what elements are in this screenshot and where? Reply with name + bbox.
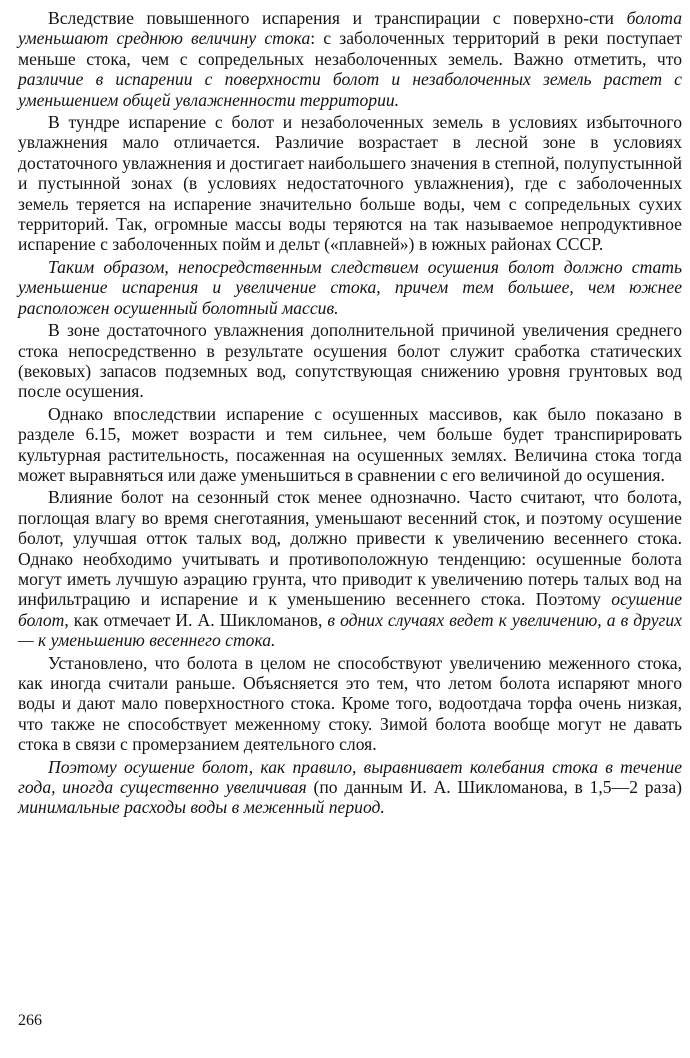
- text-segment-italic: в одних случаях ведет к увеличению, а в других — к уменьшению весеннего стока.: [18, 609, 682, 651]
- text-segment-italic: различие в испарении с поверхности болот и незаболоченных земель растет с уменьшением общей увлажненности территории.: [18, 69, 682, 110]
- text-segment: В зоне достаточного увлажнения дополнительной причиной увеличения среднего стока непосредственно в результате осушения болот служит сработка статических (вековых) запасов подземных вод, сопутствующая снижению уровня грунтовых вод после осушения.: [18, 320, 682, 402]
- paragraph: [18, 404, 682, 486]
- paragraph: [18, 487, 682, 650]
- text-segment: : с заболоченных территорий в реки поступает меньше стока, чем с сопредельных незаболоченных земель. Важно отметить, что: [18, 28, 682, 69]
- text-segment: Влияние болот на сезонный сток менее однозначно. Часто считают, что болота, поглощая влагу во время снеготаяния, уменьшают весенний сток, и поэтому осушение болот, улучшая отток талых вод, должно привести к увеличению весеннего стока. Однако необходимо учитывать и противоположную тенденцию: осушенные болота могут иметь лучшую аэрацию грунта, что приводит к увеличению потерь талых вод на инфильтрацию и испарение и к уменьшению весеннего стока. Поэтому: [18, 487, 682, 610]
- text-segment-italic: Поэтому осушение болот, как правило, выравнивает колебания стока в течение года, иногда существенно увеличивая: [18, 756, 682, 798]
- text-segment: В тундре испарение с болот и незаболоченных земель в условиях избыточного увлажнения мало отличается. Различие возрастает в лесной зоне в условиях достаточного увлажнения и достигает наибольшего значения в степной, полупустынной и пустынной зонах (в условиях недостаточного увлажнения), где с заболоченных земель теряется на испарение значительно больше воды, чем с сопредельных сухих территорий. Так, огромные массы воды теряются на так называемое непродуктивное испарение с заболоченных пойм и дельт («плавней») в южных районах СССР.: [18, 112, 682, 255]
- text-segment: Установлено, что болота в целом не способствуют увеличению меженного стока, как иногда считали раньше. Объясняется это тем, что летом болота испаряют много воды и дают мало поверхностного стока. Кроме того, водоотдача торфа очень низкая, что также не способствует меженному стоку. Зимой болота вообще могут не давать стока в связи с промерзанием деятельного слоя.: [18, 652, 682, 755]
- paragraph: [18, 757, 682, 818]
- paragraph: [18, 653, 682, 755]
- page-body: [18, 8, 682, 820]
- text-segment-italic: Таким образом, непосредственным следствием осушения болот должно стать уменьшение испарения и увеличение стока, причем тем большее, чем южнее расположен осушенный болотный массив.: [18, 256, 682, 318]
- paragraph: [18, 8, 682, 110]
- text-segment: (по данным И. А. Шикломанова, в 1,5—2 раза): [306, 777, 682, 798]
- text-segment: Однако впоследствии испарение с осушенных массивов, как было показано в разделе 6.15, может возрасти и тем сильнее, чем больше будет транспирировать культурная растительность, посаженная на осушенных землях. Величина стока тогда может выравняться или даже уменьшиться в сравнении с его величиной до осушения.: [18, 403, 682, 485]
- paragraph: [18, 257, 682, 318]
- paragraph: [18, 112, 682, 255]
- text-segment-italic: минимальные расходы воды в меженный период.: [18, 797, 385, 818]
- paragraph: [18, 320, 682, 402]
- text-segment-italic: болота уменьшают среднюю величину стока: [18, 8, 682, 49]
- text-segment: Вследствие повышенного испарения и транспирации с поверхно-сти: [48, 8, 627, 28]
- page-number: 266: [18, 1012, 42, 1029]
- text-segment: , как отмечает И. А. Шикломанов,: [64, 609, 328, 630]
- text-segment-italic: осушение болот: [18, 589, 682, 630]
